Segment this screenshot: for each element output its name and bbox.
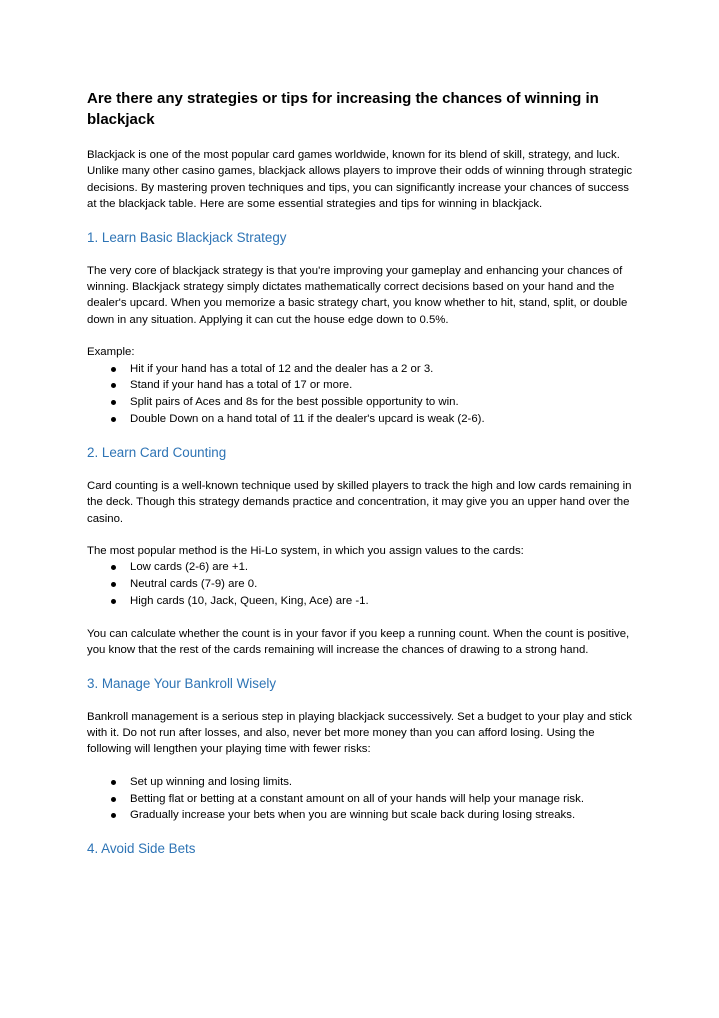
list-item: Split pairs of Aces and 8s for the best possible opportunity to win. <box>87 394 635 411</box>
bullet-icon <box>111 367 116 372</box>
bullet-icon <box>111 813 116 818</box>
list-item: Gradually increase your bets when you are winning but scale back during losing streaks. <box>87 807 635 824</box>
bullet-icon <box>111 599 116 604</box>
section-heading-side-bets: 4. Avoid Side Bets <box>87 841 196 857</box>
list-item: Neutral cards (7-9) are 0. <box>87 576 635 593</box>
basic-strategy-paragraph: The very core of blackjack strategy is that you're improving your gameplay and enhancing your chances of winning. Blackjack strategy simply dictates mathematically correct decisions based on your hand and the dealer's upcard. When you memorize a basic strategy chart, you know whether to hit, stand, split, or double down in any situation. Applying it can cut the house edge down to 0.5%. <box>87 264 628 326</box>
card-counting-paragraph: Card counting is a well-known technique used by skilled players to track the high and low cards remaining in the deck. Though this strategy demands practice and concentration, it may give you an upper hand over the casino. <box>87 479 632 525</box>
example-label: Example: <box>87 346 135 359</box>
section-heading-bankroll: 3. Manage Your Bankroll Wisely <box>87 675 277 691</box>
list-item: Low cards (2-6) are +1. <box>87 559 635 576</box>
hi-lo-list <box>87 559 635 609</box>
running-count-paragraph: You can calculate whether the count is in your favor if you keep a running count. When the count is positive, you know that the rest of the cards remaining will increase the chances of drawing to a strong hand. <box>87 627 630 657</box>
list-item: Stand if your hand has a total of 17 or more. <box>87 377 635 394</box>
bankroll-list <box>87 774 635 824</box>
list-item: Double Down on a hand total of 11 if the dealer's upcard is weak (2-6). <box>87 411 635 428</box>
bullet-icon <box>111 400 116 405</box>
section-heading-basic-strategy: 1. Learn Basic Blackjack Strategy <box>87 229 287 245</box>
bullet-icon <box>111 383 116 388</box>
list-item: Betting flat or betting at a constant amount on all of your hands will help your manage risk. <box>87 791 635 808</box>
bankroll-paragraph: Bankroll management is a serious step in playing blackjack successively. Set a budget to your play and stick with it. Do not run after losses, and also, never bet more money than you can afford losing. Using the following will lengthen your playing time with fewer risks: <box>87 710 632 756</box>
hi-lo-intro: The most popular method is the Hi-Lo system, in which you assign values to the cards: <box>87 545 524 558</box>
list-item: Hit if your hand has a total of 12 and the dealer has a 2 or 3. <box>87 361 635 378</box>
document-page <box>87 88 635 858</box>
bullet-icon <box>111 565 116 570</box>
bullet-icon <box>111 417 116 422</box>
bullet-icon <box>111 780 116 785</box>
bullet-icon <box>111 582 116 587</box>
list-item: Set up winning and losing limits. <box>87 774 635 791</box>
bullet-icon <box>111 797 116 802</box>
basic-strategy-list <box>87 361 635 428</box>
section-heading-card-counting: 2. Learn Card Counting <box>87 444 227 460</box>
list-item: High cards (10, Jack, Queen, King, Ace) are -1. <box>87 593 635 610</box>
document-title: Are there any strategies or tips for increasing the chances of winning in blackjack <box>87 90 599 128</box>
intro-paragraph: Blackjack is one of the most popular card games worldwide, known for its blend of skill, strategy, and luck. Unlike many other casino games, blackjack allows players to improve their odds of winning through strategic decisions. By mastering proven techniques and tips, you can significantly increase your chances of success at the blackjack table. Here are some essential strategies and tips for winning in blackjack. <box>87 149 633 211</box>
